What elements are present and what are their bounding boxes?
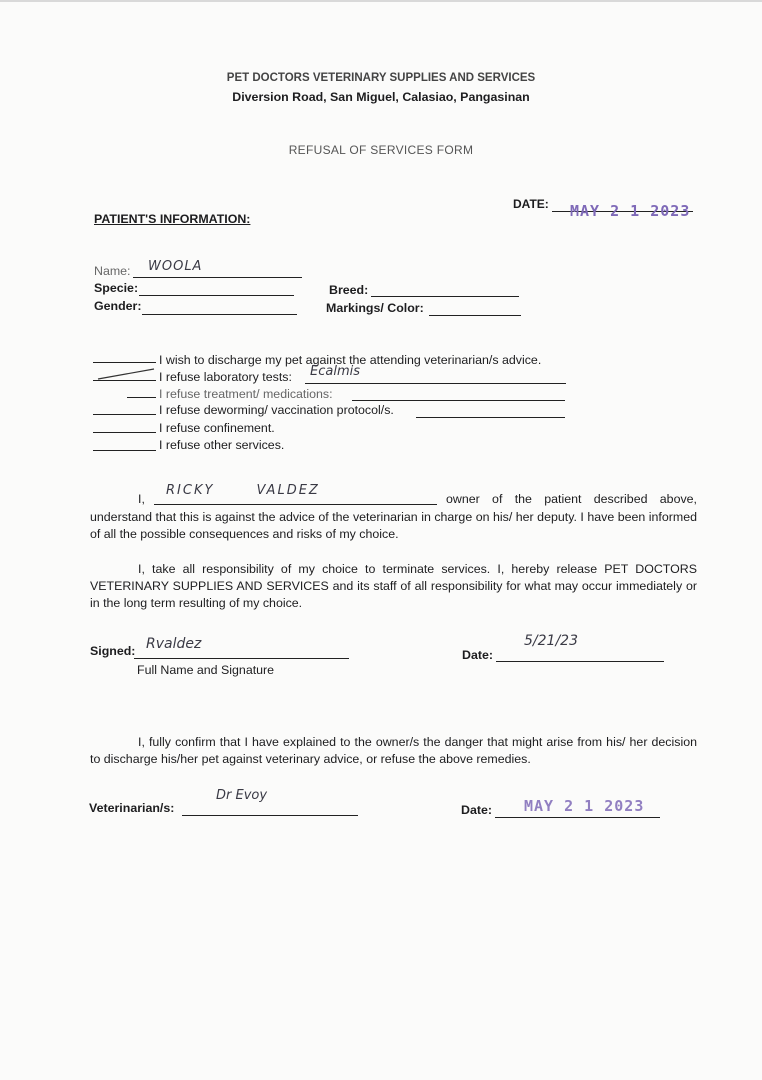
name-label: Name:: [94, 264, 131, 278]
check-stroke-icon: [96, 367, 156, 381]
breed-label: Breed:: [329, 283, 369, 297]
name-line: [133, 277, 302, 278]
scan-edge: [0, 0, 762, 2]
owner-prefix: I,: [138, 492, 145, 506]
vet-date-label: Date:: [461, 803, 492, 817]
owner-statement-a: owner of the patient described above,: [446, 492, 697, 506]
option-line-2: [305, 383, 566, 384]
sign-date-label: Date:: [462, 648, 493, 662]
markings-label: Markings/ Color:: [326, 301, 424, 315]
option-text-3: I refuse treatment/ medications:: [159, 387, 333, 401]
owner-statement-b: understand that this is against the advice of the veterinarian in charge on his/ her deputy. I have been informed of all the possible consequences and risks of my choice.: [90, 510, 697, 541]
option-blank-5: [93, 432, 156, 433]
owner-signature: Rvaldez: [146, 636, 202, 652]
vet-confirmation-paragraph: I, fully confirm that I have explained to the owner/s the danger that might arise from his/ her decision to discharge his/her pet against veterinary advice, or refuse the above remedies.: [90, 735, 697, 766]
sign-date-line: [496, 661, 664, 662]
owner-name-value: RICKY VALDEZ: [166, 483, 320, 498]
option-line-3: [352, 400, 565, 401]
option-text-2: I refuse laboratory tests:: [159, 370, 292, 384]
signature-line: [134, 658, 349, 659]
vet-date-stamp: MAY 2 1 2023: [524, 797, 645, 815]
date-stamp-top: MAY 2 1 2023: [570, 202, 691, 220]
veterinarian-label: Veterinarian/s:: [89, 801, 175, 815]
veterinarian-signature: Dr Evoy: [216, 788, 268, 803]
specie-label: Specie:: [94, 281, 139, 295]
gender-line: [142, 314, 297, 315]
breed-line: [371, 296, 519, 297]
patient-info-heading: PATIENT'S INFORMATION:: [94, 212, 251, 226]
option-blank-4: [93, 414, 156, 415]
name-value: WOOLA: [148, 259, 203, 274]
specie-line: [139, 295, 294, 296]
option-blank-3: [127, 397, 156, 398]
owner-name-line: [154, 504, 437, 505]
form-title: REFUSAL OF SERVICES FORM: [288, 143, 474, 157]
option-text-5: I refuse confinement.: [159, 421, 275, 435]
company-name: PET DOCTORS VETERINARY SUPPLIES AND SERVICES: [226, 72, 536, 84]
vet-date-line: [495, 817, 660, 818]
lab-tests-value: Ecalmis: [310, 364, 360, 379]
gender-label: Gender:: [94, 299, 142, 313]
sign-date-value: 5/21/23: [524, 633, 578, 649]
option-text-6: I refuse other services.: [159, 438, 285, 452]
signed-label: Signed:: [90, 644, 136, 658]
option-line-4: [416, 417, 565, 418]
date-label-top: DATE:: [513, 197, 549, 211]
company-address: Diversion Road, San Miguel, Calasiao, Pangasinan: [232, 90, 530, 104]
signature-caption: Full Name and Signature: [137, 663, 275, 677]
option-blank-6: [93, 450, 156, 451]
responsibility-paragraph: I, take all responsibility of my choice to terminate services. I, hereby release PET DOCTORS VETERINARY SUPPLIES AND SERVICES and its staff of all responsibility for what may occur immediately or in the long term resulting of my choice.: [90, 562, 697, 610]
markings-line: [429, 315, 521, 316]
option-blank-1: [93, 362, 156, 363]
option-text-4: I refuse deworming/ vaccination protocol/s.: [159, 403, 394, 417]
veterinarian-line: [182, 815, 358, 816]
option-text-1: I wish to discharge my pet against the attending veterinarian/s advice.: [159, 353, 542, 367]
